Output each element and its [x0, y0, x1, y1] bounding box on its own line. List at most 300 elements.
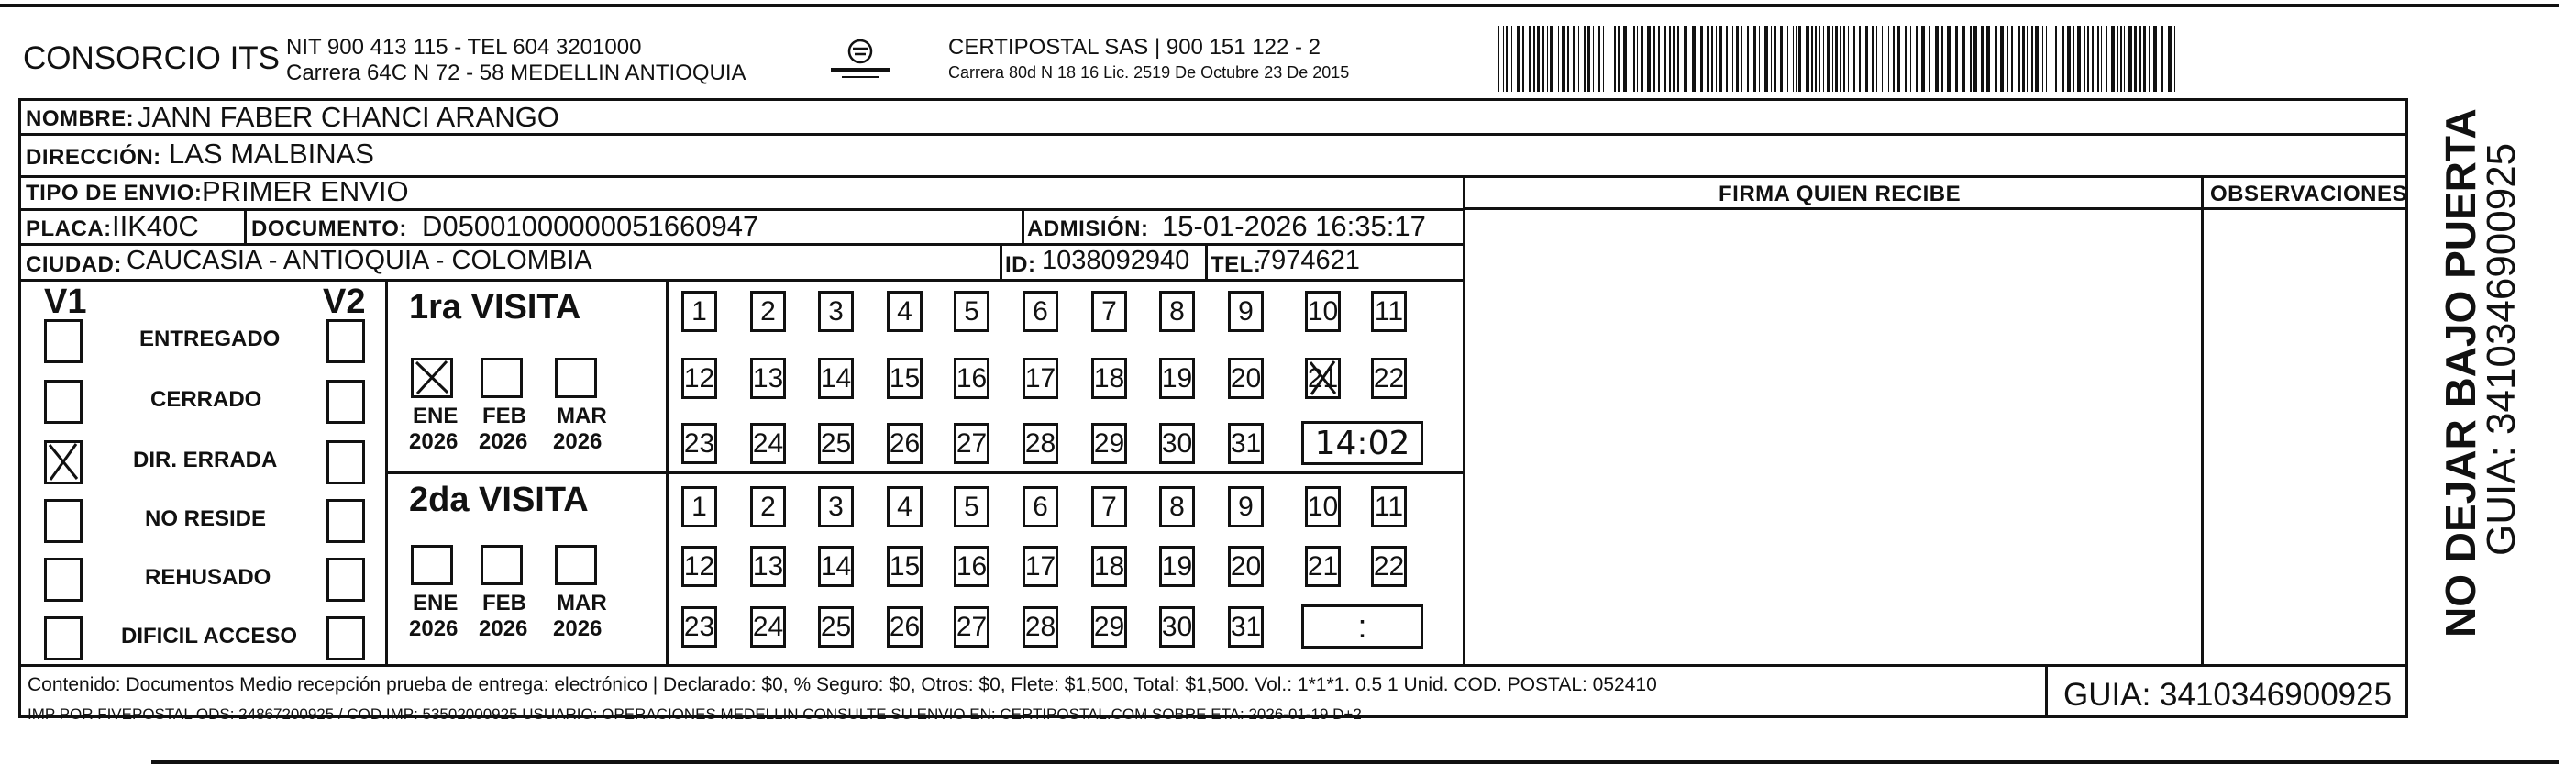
second-visit-day-number: 22 [1373, 550, 1405, 582]
second-visit-day-number: 11 [1374, 491, 1404, 522]
nombre-value: JANN FABER CHANCI ARANGO [138, 101, 559, 133]
second-visit-day-box[interactable] [887, 546, 923, 587]
first-visit-day-box[interactable] [818, 291, 854, 332]
first-visit-day-number: 6 [1033, 295, 1048, 327]
barcode-bar [2073, 26, 2074, 92]
second-visit-day-box[interactable] [1228, 486, 1264, 527]
barcode-bar [1962, 26, 1965, 92]
first-visit-day-box[interactable] [1159, 423, 1195, 464]
first-visit-day-number: 18 [1093, 362, 1125, 394]
first-visit-day-number: 8 [1169, 295, 1185, 327]
barcode-bar [2077, 26, 2081, 92]
v1-checkbox[interactable] [44, 499, 83, 543]
first-visit-day-box[interactable] [954, 358, 989, 399]
barcode-bar [2128, 26, 2132, 92]
second-visit-day-box[interactable] [750, 486, 786, 527]
first-visit-day-number: 24 [752, 427, 784, 459]
first-visit-day-box[interactable] [818, 358, 854, 399]
first-visit-year-label: 2026 [409, 429, 459, 454]
second-visit-day-number: 26 [889, 611, 921, 642]
barcode-bar [1637, 26, 1638, 92]
first-visit-day-number: 3 [828, 295, 844, 327]
barcode-bar [1537, 26, 1540, 92]
first-visit-day-box[interactable] [954, 291, 989, 332]
company-nit: NIT 900 413 115 - TEL 604 3201000 [286, 35, 642, 60]
second-visit-day-number: 19 [1161, 550, 1193, 582]
barcode-bar [2000, 26, 2004, 92]
barcode-bar [1647, 26, 1651, 92]
second-visit-day-box[interactable] [1023, 546, 1058, 587]
barcode-bar [1787, 26, 1788, 92]
v2-checkbox[interactable] [326, 616, 365, 660]
barcode-bar [1587, 26, 1590, 92]
status-option-label: REHUSADO [145, 565, 271, 590]
first-visit-time-box[interactable] [1301, 421, 1423, 465]
status-option-label: NO RESIDE [145, 506, 267, 531]
barcode-bar [1700, 26, 1703, 92]
second-visit-day-number: 30 [1161, 611, 1193, 642]
first-visit-day-box[interactable] [1091, 358, 1127, 399]
first-visit-day-box[interactable] [1091, 423, 1127, 464]
first-visit-month-checkbox[interactable] [411, 358, 453, 398]
barcode-bar [2161, 26, 2163, 92]
barcode-bar [1955, 26, 1958, 92]
second-visit-day-number: 10 [1307, 491, 1339, 522]
barcode-bar [2097, 26, 2099, 92]
barcode-bar [2168, 26, 2172, 92]
v2-label: V2 [323, 283, 366, 321]
v2-checkbox[interactable] [326, 380, 365, 424]
barcode-bar [1780, 26, 1783, 92]
direccion-label: DIRECCIÓN: [26, 145, 161, 170]
first-visit-day-number: 31 [1230, 427, 1262, 459]
barcode-bar [2055, 26, 2057, 92]
barcode-bar [1753, 26, 1756, 92]
first-visit-day-box[interactable] [1228, 423, 1264, 464]
tel-value: 7974621 [1256, 246, 1360, 275]
second-visit-day-number: 23 [683, 611, 715, 642]
barcode-bar [2067, 26, 2071, 92]
status-option-label: CERRADO [150, 387, 262, 412]
second-visit-day-number: 1 [691, 491, 707, 522]
placa-divider [244, 208, 247, 243]
second-visit-day-box[interactable] [1091, 606, 1127, 648]
visit-split-line [385, 471, 1463, 474]
barcode-bar [2143, 26, 2146, 92]
barcode-bar [1815, 26, 1817, 92]
first-visit-day-box[interactable] [887, 358, 923, 399]
company-address: Carrera 64C N 72 - 58 MEDELLIN ANTIOQUIA [286, 61, 746, 85]
barcode-bar [1970, 26, 1972, 92]
second-visit-day-box[interactable] [1305, 486, 1341, 527]
top-edge-line [0, 4, 2559, 7]
barcode-bar [2149, 26, 2150, 92]
second-visit-time-box[interactable] [1301, 604, 1423, 649]
second-visit-year-label: 2026 [553, 616, 603, 641]
first-visit-day-box[interactable] [1305, 358, 1341, 399]
barcode-bar [1835, 26, 1838, 92]
v1-checkbox[interactable] [44, 558, 83, 602]
barcode-bar [1732, 26, 1733, 92]
barcode-bar [1641, 26, 1643, 92]
barcode-bar [2035, 26, 2039, 92]
barcode-bar [1741, 26, 1742, 92]
first-visit-day-number: 20 [1230, 362, 1262, 394]
first-visit-day-number: 16 [956, 362, 988, 394]
status-option-label: DIR. ERRADA [133, 448, 278, 472]
v1-label: V1 [44, 283, 87, 321]
barcode-bar [1618, 26, 1620, 92]
second-visit-day-number: 13 [752, 550, 784, 582]
second-visit-day-box[interactable] [750, 546, 786, 587]
barcode-bar [2087, 26, 2089, 92]
second-visit-day-number: 16 [956, 550, 988, 582]
first-visit-day-number: 2 [760, 295, 776, 327]
second-visit-day-box[interactable] [818, 546, 854, 587]
first-visit-day-box[interactable] [954, 423, 989, 464]
first-visit-day-box[interactable] [1159, 358, 1195, 399]
footer-print-line: IMP POR FIVEPOSTAL ODS: 24867200925 / COD.IMP: 53502000925 USUARIO: OPERACIONES MEDELLIN CONSULTE SU ENVIO EN: CERTIPOSTAL.COM SOBRE ETA: 2026-01-19 D+2 [28, 705, 1362, 723]
tipo-envio-label: TIPO DE ENVIO: [26, 181, 203, 205]
barcode-bar [1796, 26, 1797, 92]
barcode-bar [2092, 26, 2094, 92]
first-visit-day-box[interactable] [681, 358, 717, 399]
second-visit-month-label: MAR [557, 591, 607, 615]
second-visit-day-number: 20 [1230, 550, 1262, 582]
barcode-bar [2031, 26, 2033, 92]
barcode-bar [1633, 26, 1635, 92]
barcode-bar [1916, 26, 1918, 92]
first-visit-day-number: 25 [820, 427, 852, 459]
barcode-bar [1929, 26, 1930, 92]
barcode-bar [2139, 26, 2141, 92]
barcode-bar [1529, 26, 1531, 92]
first-visit-day-box[interactable] [887, 291, 923, 332]
barcode-bar [1859, 26, 1861, 92]
first-visit-year-label: 2026 [479, 429, 528, 454]
bottom-edge-line [151, 760, 2559, 764]
barcode-bar [2120, 26, 2122, 92]
first-visit-month-checkbox[interactable] [555, 358, 597, 398]
footer-content-line: Contenido: Documentos Medio recepción prueba de entrega: electrónico | Declarado: $0, % Seguro: $0, Otros: $0, Flete: $1,500, Total: $1,500. Vol.: 1*1*1. 0.5 1 Unid. COD. POSTAL: 052410 [28, 674, 1657, 695]
barcode-bar [1882, 26, 1883, 92]
status-option-label: DIFICIL ACCESO [121, 624, 298, 649]
second-visit-year-label: 2026 [409, 616, 459, 641]
barcode-bar [1550, 26, 1553, 92]
barcode-bar [1558, 26, 1559, 92]
second-visit-day-number: 24 [752, 611, 784, 642]
second-visit-day-number: 29 [1093, 611, 1125, 642]
second-visit-day-number: 31 [1230, 611, 1262, 642]
first-visit-day-box[interactable] [750, 291, 786, 332]
barcode-bar [1677, 26, 1679, 92]
barcode-bar [1503, 26, 1504, 92]
first-visit-day-box[interactable] [1371, 358, 1407, 399]
barcode-bar [1798, 26, 1801, 92]
barcode-bar [1759, 26, 1760, 92]
first-visit-day-number: 23 [683, 427, 715, 459]
barcode-bar [1774, 26, 1776, 92]
second-visit-month-checkbox[interactable] [555, 545, 597, 585]
tel-label: TEL: [1211, 252, 1262, 277]
barcode-bar [1711, 26, 1713, 92]
second-visit-day-number: 3 [828, 491, 844, 522]
barcode-bar [1533, 26, 1535, 92]
barcode-bar [2011, 26, 2013, 92]
barcode-bar [1747, 26, 1749, 92]
barcode-bar [1947, 26, 1951, 92]
second-visit-day-box[interactable] [1159, 546, 1195, 587]
v1-checkbox[interactable] [44, 380, 83, 424]
barcode-bar [2101, 26, 2102, 92]
second-visit-day-box[interactable] [818, 606, 854, 648]
id-label: ID: [1005, 252, 1036, 277]
observaciones-header: OBSERVACIONES [2210, 182, 2407, 206]
first-visit-time-value: 14:02 [1314, 424, 1410, 462]
barcode-bar [1614, 26, 1616, 92]
barcode-bar [2153, 26, 2157, 92]
second-visit-day-number: 9 [1238, 491, 1254, 522]
first-visit-day-number: 30 [1161, 427, 1193, 459]
v1-checkbox[interactable] [44, 616, 83, 660]
no-dejar-bajo-puerta: NO DEJAR BAJO PUERTA [2437, 108, 2484, 638]
barcode-bar [1921, 26, 1925, 92]
barcode-bar [1986, 26, 1990, 92]
barcode-bar [2042, 26, 2043, 92]
first-visit-day-number: 29 [1093, 427, 1125, 459]
barcode-bar [1664, 26, 1666, 92]
first-visit-month-label: MAR [557, 404, 607, 428]
first-visit-day-box[interactable] [1023, 423, 1058, 464]
second-visit-day-box[interactable] [1371, 486, 1407, 527]
barcode-bar [1578, 26, 1579, 92]
second-visit-day-box[interactable] [1159, 606, 1195, 648]
second-visit-day-number: 5 [964, 491, 979, 522]
barcode-bar [1806, 26, 1809, 92]
barcode-bar [1941, 26, 1943, 92]
barcode-bar [1905, 26, 1907, 92]
first-visit-day-box[interactable] [818, 423, 854, 464]
second-visit-day-box[interactable] [1305, 546, 1341, 587]
second-visit-time-value: : [1357, 607, 1367, 645]
second-visit-day-box[interactable] [818, 486, 854, 527]
barcode-bar [1673, 26, 1675, 92]
second-visit-day-number: 28 [1024, 611, 1056, 642]
admision-label: ADMISIÓN: [1027, 216, 1149, 241]
second-visit-day-number: 2 [760, 491, 776, 522]
carrier-address: Carrera 80d N 18 16 Lic. 2519 De Octubre 23 De 2015 [948, 63, 1350, 82]
footer-guia: GUIA: 3410346900925 [2063, 677, 2393, 713]
col-header-line [1463, 207, 2408, 210]
v2-checkbox[interactable] [326, 499, 365, 543]
company-name: CONSORCIO ITS [23, 40, 281, 76]
second-visit-year-label: 2026 [479, 616, 528, 641]
second-visit-day-box[interactable] [954, 546, 989, 587]
second-visit-day-number: 6 [1033, 491, 1048, 522]
first-visit-day-box[interactable] [1371, 291, 1407, 332]
second-visit-day-box[interactable] [1371, 546, 1407, 587]
first-visit-title: 1ra VISITA [409, 288, 581, 327]
barcode-bar [1511, 26, 1512, 92]
right-panel-divider [1463, 177, 1465, 665]
second-visit-day-box[interactable] [1023, 486, 1058, 527]
first-visit-day-box[interactable] [750, 358, 786, 399]
barcode-bar [1843, 26, 1845, 92]
barcode-bar [1542, 26, 1544, 92]
barcode-bar [1827, 26, 1830, 92]
first-visit-day-number: 15 [889, 362, 921, 394]
first-visit-day-box[interactable] [1023, 358, 1058, 399]
barcode-bar [1811, 26, 1813, 92]
barcode-bar [1764, 26, 1768, 92]
barcode-bar [1598, 26, 1600, 92]
barcode-bar [2022, 26, 2025, 92]
barcode-bar [1658, 26, 1660, 92]
first-visit-day-box[interactable] [887, 423, 923, 464]
documento-label: DOCUMENTO: [251, 216, 407, 241]
barcode-bar [1603, 26, 1604, 92]
v1-checkbox[interactable] [44, 440, 83, 484]
barcode-bar [1707, 26, 1709, 92]
v2-checkbox[interactable] [326, 440, 365, 484]
first-visit-day-number: 14 [820, 362, 852, 394]
barcode-bar [2124, 26, 2125, 92]
second-visit-day-number: 27 [956, 611, 988, 642]
certipostal-logo [814, 37, 906, 84]
second-visit-day-box[interactable] [887, 606, 923, 648]
placa-value: IIK40C [112, 210, 199, 242]
second-visit-day-box[interactable] [1023, 606, 1058, 648]
barcode-bar [1897, 26, 1900, 92]
first-visit-day-number: 4 [897, 295, 912, 327]
barcode [1498, 26, 2181, 92]
first-visit-day-box[interactable] [1228, 358, 1264, 399]
second-visit-day-box[interactable] [681, 606, 717, 648]
barcode-bar [1832, 26, 1833, 92]
first-visit-month-checkbox[interactable] [481, 358, 523, 398]
barcode-bar [1893, 26, 1895, 92]
second-visit-day-box[interactable] [750, 606, 786, 648]
barcode-bar [2018, 26, 2020, 92]
id-value: 1038092940 [1042, 246, 1190, 275]
second-visit-month-label: ENE [413, 591, 459, 615]
first-visit-day-number: 7 [1101, 295, 1117, 327]
first-visit-day-box[interactable] [1091, 291, 1127, 332]
barcode-bar [1995, 26, 1997, 92]
second-visit-day-box[interactable] [954, 486, 989, 527]
first-visit-day-box[interactable] [681, 291, 717, 332]
second-visit-day-box[interactable] [1159, 486, 1195, 527]
first-visit-year-label: 2026 [553, 429, 603, 454]
admision-divider [1022, 208, 1024, 243]
barcode-bar [2046, 26, 2047, 92]
id-divider [1000, 243, 1002, 279]
barcode-bar [1848, 26, 1849, 92]
second-visit-day-box[interactable] [1228, 546, 1264, 587]
barcode-bar [2174, 26, 2175, 92]
tel-divider [1205, 243, 1208, 279]
firma-header: FIRMA QUIEN RECIBE [1719, 182, 1962, 206]
first-visit-day-number: 28 [1024, 427, 1056, 459]
barcode-bar [1736, 26, 1739, 92]
first-visit-day-number: 26 [889, 427, 921, 459]
first-visit-day-box[interactable] [1228, 291, 1264, 332]
second-visit-day-box[interactable] [681, 546, 717, 587]
barcode-bar [2084, 26, 2085, 92]
second-visit-day-number: 18 [1093, 550, 1125, 582]
first-visit-day-box[interactable] [1023, 291, 1058, 332]
barcode-bar [1935, 26, 1939, 92]
barcode-bar [1716, 26, 1717, 92]
side-guia: GUIA: 3410346900925 [2479, 142, 2524, 556]
second-visit-month-checkbox[interactable] [411, 545, 453, 585]
first-visit-day-number: 1 [691, 295, 707, 327]
v2-checkbox[interactable] [326, 319, 365, 363]
first-visit-day-box[interactable] [681, 423, 717, 464]
barcode-bar [1840, 26, 1841, 92]
barcode-bar [1498, 26, 1499, 92]
first-visit-day-box[interactable] [750, 423, 786, 464]
second-visit-day-box[interactable] [1228, 606, 1264, 648]
second-visit-day-number: 7 [1101, 491, 1117, 522]
second-visit-month-label: FEB [482, 591, 526, 615]
second-visit-title: 2da VISITA [409, 481, 589, 519]
first-visit-day-number: 5 [964, 295, 979, 327]
first-visit-day-number: 13 [752, 362, 784, 394]
v1-checkbox[interactable] [44, 319, 83, 363]
barcode-bar [2117, 26, 2118, 92]
first-visit-day-number: 9 [1238, 295, 1254, 327]
barcode-bar [1692, 26, 1696, 92]
barcode-bar [2007, 26, 2008, 92]
second-visit-day-box[interactable] [681, 486, 717, 527]
second-visit-day-box[interactable] [1091, 546, 1127, 587]
barcode-bar [1547, 26, 1548, 92]
barcode-bar [2111, 26, 2115, 92]
footer-line [18, 664, 2408, 667]
first-visit-day-number: 11 [1374, 295, 1404, 327]
barcode-bar [1719, 26, 1722, 92]
barcode-bar [1684, 26, 1687, 92]
barcode-bar [1567, 26, 1569, 92]
second-visit-day-box[interactable] [887, 486, 923, 527]
barcode-bar [1793, 26, 1794, 92]
first-visit-day-box[interactable] [1305, 291, 1341, 332]
barcode-bar [1506, 26, 1508, 92]
first-visit-day-number: 19 [1161, 362, 1193, 394]
barcode-bar [2106, 26, 2107, 92]
second-visit-month-checkbox[interactable] [481, 545, 523, 585]
barcode-bar [2027, 26, 2028, 92]
first-visit-day-number: 27 [956, 427, 988, 459]
v2-checkbox[interactable] [326, 558, 365, 602]
barcode-bar [1573, 26, 1575, 92]
first-visit-day-box[interactable] [1159, 291, 1195, 332]
footer-guia-divider [2045, 664, 2048, 718]
barcode-bar [1865, 26, 1868, 92]
observaciones-divider [2201, 177, 2204, 665]
first-visit-day-number: 21 [1307, 362, 1339, 394]
second-visit-day-number: 25 [820, 611, 852, 642]
barcode-bar [1653, 26, 1655, 92]
barcode-bar [1669, 26, 1671, 92]
tipo-envio-value: PRIMER ENVIO [202, 175, 409, 207]
first-visit-day-number: 12 [683, 362, 715, 394]
second-visit-day-box[interactable] [954, 606, 989, 648]
second-visit-day-box[interactable] [1091, 486, 1127, 527]
nombre-label: NOMBRE: [26, 106, 135, 131]
barcode-bar [1853, 26, 1855, 92]
